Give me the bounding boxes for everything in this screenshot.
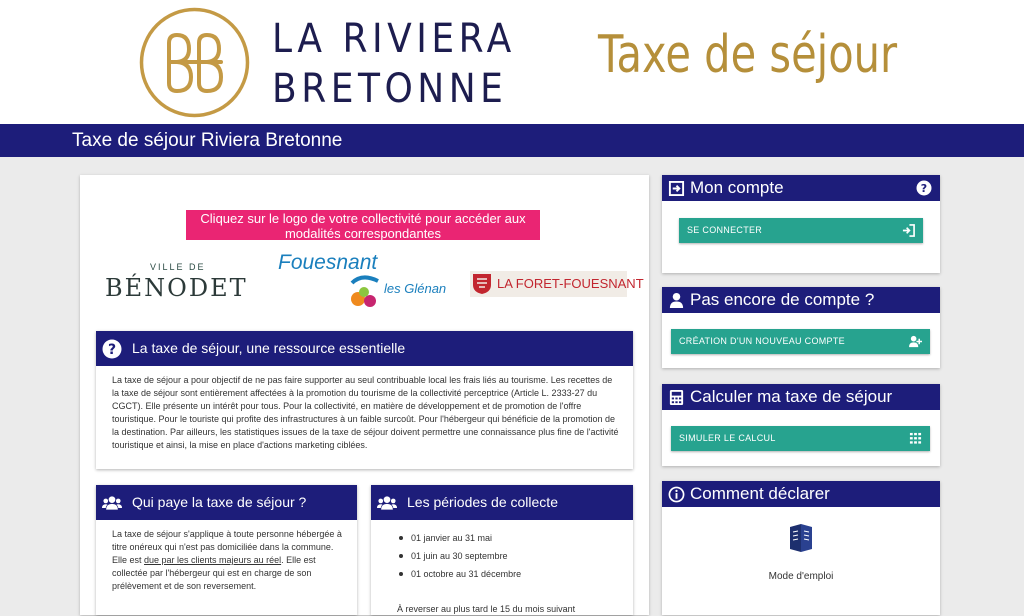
foret-fouesnant-logo[interactable] xyxy=(470,271,644,297)
benodet-logo-text: BÉNODET xyxy=(105,274,248,302)
benodet-logo[interactable] xyxy=(105,260,265,302)
keypad-icon xyxy=(909,432,922,445)
foret-crest-icon xyxy=(472,273,492,295)
question-circle-icon xyxy=(102,339,122,359)
my-account-title: Mon compte xyxy=(690,178,784,197)
no-account-card xyxy=(662,287,940,368)
question-circle-icon[interactable] xyxy=(916,180,932,196)
who-pays-header xyxy=(96,485,357,520)
open-book-icon[interactable] xyxy=(788,524,814,552)
fouesnant-emblem-icon xyxy=(348,275,384,309)
simulate-button[interactable] xyxy=(671,426,930,451)
sign-in-icon xyxy=(902,224,915,237)
info-circle-icon xyxy=(668,486,685,503)
collection-periods-title: Les périodes de collecte xyxy=(407,494,558,510)
user-guide-link[interactable]: Mode d'emploi xyxy=(768,571,834,582)
period-note: À reverser au plus tard le 15 du mois suivant xyxy=(397,604,576,614)
fouesnant-logo-subtext: les Glénan xyxy=(384,281,447,296)
login-button[interactable] xyxy=(679,218,923,243)
calculate-tax-header xyxy=(662,384,940,410)
login-button-label: SE CONNECTER xyxy=(687,225,763,235)
who-pays-text xyxy=(112,528,344,593)
navbar xyxy=(0,124,1024,157)
fouesnant-logo[interactable] xyxy=(278,251,453,311)
calculate-tax-title: Calculer ma taxe de séjour xyxy=(690,387,893,406)
period-item: 01 janvier au 31 mai xyxy=(397,529,623,547)
sign-in-icon xyxy=(668,180,685,197)
navbar-title[interactable]: Taxe de séjour Riviera Bretonne xyxy=(72,130,343,151)
header-tagline: Taxe de séjour xyxy=(598,25,898,85)
brand-line-2: BRETONNE xyxy=(272,66,508,112)
my-account-header xyxy=(662,175,940,201)
double-b-monogram-icon[interactable] xyxy=(139,7,250,118)
site-header xyxy=(0,0,1024,124)
svg-text:?: ? xyxy=(107,342,117,358)
taxe-info-header xyxy=(96,331,633,366)
taxe-info-card xyxy=(96,331,633,469)
how-to-declare-header xyxy=(662,481,940,507)
benodet-logo-small-text: VILLE DE xyxy=(150,262,206,272)
no-account-header xyxy=(662,287,940,313)
collection-periods-card xyxy=(371,485,633,615)
no-account-title: Pas encore de compte ? xyxy=(690,290,875,309)
who-pays-text-after: . Elle est collectée par l'hébergeur qui est en charge de son prélèvement et de son reversement. xyxy=(112,555,316,591)
fouesnant-logo-text: Fouesnant xyxy=(278,251,378,274)
users-icon xyxy=(102,493,122,513)
brand-line-1: LA RIVIERA xyxy=(272,16,516,62)
who-pays-text-underlined: due par les clients majeurs au réel xyxy=(144,555,282,565)
calculate-tax-card xyxy=(662,384,940,466)
collectivity-banner: Cliquez sur le logo de votre collectivité pour accéder aux modalités correspondantes xyxy=(186,210,540,240)
create-account-button-label: CRÉATION D'UN NOUVEAU COMPTE xyxy=(679,336,845,346)
who-pays-text-before: La taxe de séjour s'applique à toute personne hébergée à titre onéreux qui n'est pas domiciliée dans la commune. Elle est xyxy=(112,529,342,565)
simulate-button-label: SIMULER LE CALCUL xyxy=(679,433,776,443)
period-item: 01 juin au 30 septembre xyxy=(397,547,623,565)
collection-periods-header xyxy=(371,485,633,520)
svg-text:?: ? xyxy=(920,182,928,195)
user-icon xyxy=(668,292,685,309)
brand-name xyxy=(272,14,516,114)
period-item: 01 octobre au 31 décembre xyxy=(397,565,623,583)
who-pays-title: Qui paye la taxe de séjour ? xyxy=(132,494,307,510)
create-account-button[interactable] xyxy=(671,329,930,354)
my-account-card xyxy=(662,175,940,273)
users-icon xyxy=(377,493,397,513)
collection-periods-list xyxy=(397,529,623,616)
calculator-icon xyxy=(668,389,685,406)
how-to-declare-card xyxy=(662,481,940,615)
user-plus-icon xyxy=(909,335,922,348)
taxe-info-title: La taxe de séjour, une ressource essentielle xyxy=(132,340,406,356)
how-to-declare-title: Comment déclarer xyxy=(690,484,830,503)
foret-logo-text: LA FORET-FOUESNANT xyxy=(497,276,644,291)
who-pays-card xyxy=(96,485,357,615)
taxe-info-text: La taxe de séjour a pour objectif de ne pas faire supporter au seul contribuable local les frais liés au tourisme. Les recettes de la taxe de séjour sont entièrement affectées à la promotion du tourisme de la collectivité perceptrice (Article L. 2333-27 du CGCT). Elle présente un intérêt pour tous. Pour la collectivité, en matière de développement et de promotion de l'offre touristique. Pour le touriste qui profite des infrastructures à un faible surcoût. Pour l'hébergeur qui bénéficie de la promotion de la destination. Par ailleurs, les statistiques issues de la taxe de séjour doivent permettre une connaissance plus fine de l'activité touristique et ainsi, la mise en place d'actions marketing ciblées. xyxy=(112,375,619,450)
